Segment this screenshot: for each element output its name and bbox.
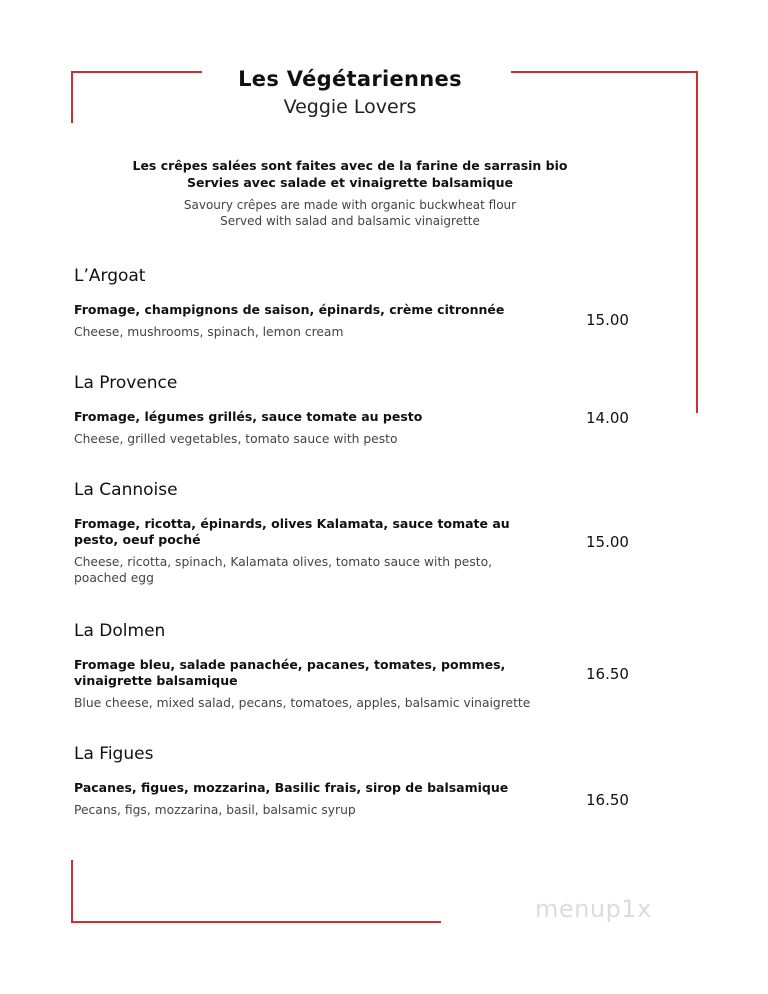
- intro-fr-line2: Servies avec salade et vinaigrette balsamique: [187, 175, 513, 190]
- menu-item-name: La Cannoise: [74, 480, 178, 500]
- menu-item-desc-en: Pecans, figs, mozzarina, basil, balsamic syrup: [74, 803, 356, 817]
- frame-left-bottom: [71, 860, 73, 922]
- page-subtitle: Veggie Lovers: [283, 96, 417, 118]
- menu-item-figues: [74, 744, 634, 818]
- page-title: Les Végétariennes: [238, 67, 462, 91]
- intro-en-line1: Savoury crêpes are made with organic buckwheat flour: [183, 198, 517, 212]
- menu-item-price: 15.00: [586, 311, 629, 329]
- menu-item-desc-fr: Fromage, champignons de saison, épinards, crème citronnée: [74, 302, 505, 317]
- menu-item-dolmen: [74, 621, 634, 711]
- menu-item-name: La Provence: [74, 373, 178, 393]
- menu-item-desc-en: Cheese, ricotta, spinach, Kalamata olives, tomato sauce with pesto, poached egg: [74, 555, 493, 585]
- menu-item-desc-fr: Fromage, ricotta, épinards, olives Kalamata, sauce tomate au pesto, oeuf poché: [74, 516, 510, 547]
- menu-item-argoat: [74, 266, 634, 340]
- menu-item-price: 14.00: [586, 409, 629, 427]
- intro-fr-line1: Les crêpes salées sont faites avec de la farine de sarrasin bio: [132, 158, 568, 173]
- menu-item-name: L’Argoat: [74, 266, 146, 286]
- menu-item-name: La Figues: [74, 744, 154, 764]
- menu-item-price: 16.50: [586, 665, 629, 683]
- menu-item-price: 16.50: [586, 791, 629, 809]
- watermark-logo: menup1x: [535, 895, 652, 923]
- menu-item-desc-fr: Pacanes, figues, mozzarina, Basilic frais, sirop de balsamique: [74, 780, 509, 795]
- menu-item-desc-en: Cheese, grilled vegetables, tomato sauce with pesto: [74, 432, 398, 446]
- menu-item-desc-fr: Fromage, légumes grillés, sauce tomate au pesto: [74, 409, 423, 424]
- intro-en-line2: Served with salad and balsamic vinaigrette: [220, 214, 480, 228]
- menu-item-desc-en: Blue cheese, mixed salad, pecans, tomatoes, apples, balsamic vinaigrette: [74, 696, 531, 710]
- menu-item-name: La Dolmen: [74, 621, 166, 641]
- menu-item-desc-en: Cheese, mushrooms, spinach, lemon cream: [74, 325, 344, 339]
- menu-item-desc-fr: Fromage bleu, salade panachée, pacanes, tomates, pommes, vinaigrette balsamique: [74, 657, 506, 688]
- frame-right: [696, 71, 698, 413]
- menu-item-price: 15.00: [586, 533, 629, 551]
- menu-item-cannoise: [74, 480, 634, 586]
- frame-bottom: [71, 921, 441, 923]
- menu-item-provence: [74, 373, 634, 447]
